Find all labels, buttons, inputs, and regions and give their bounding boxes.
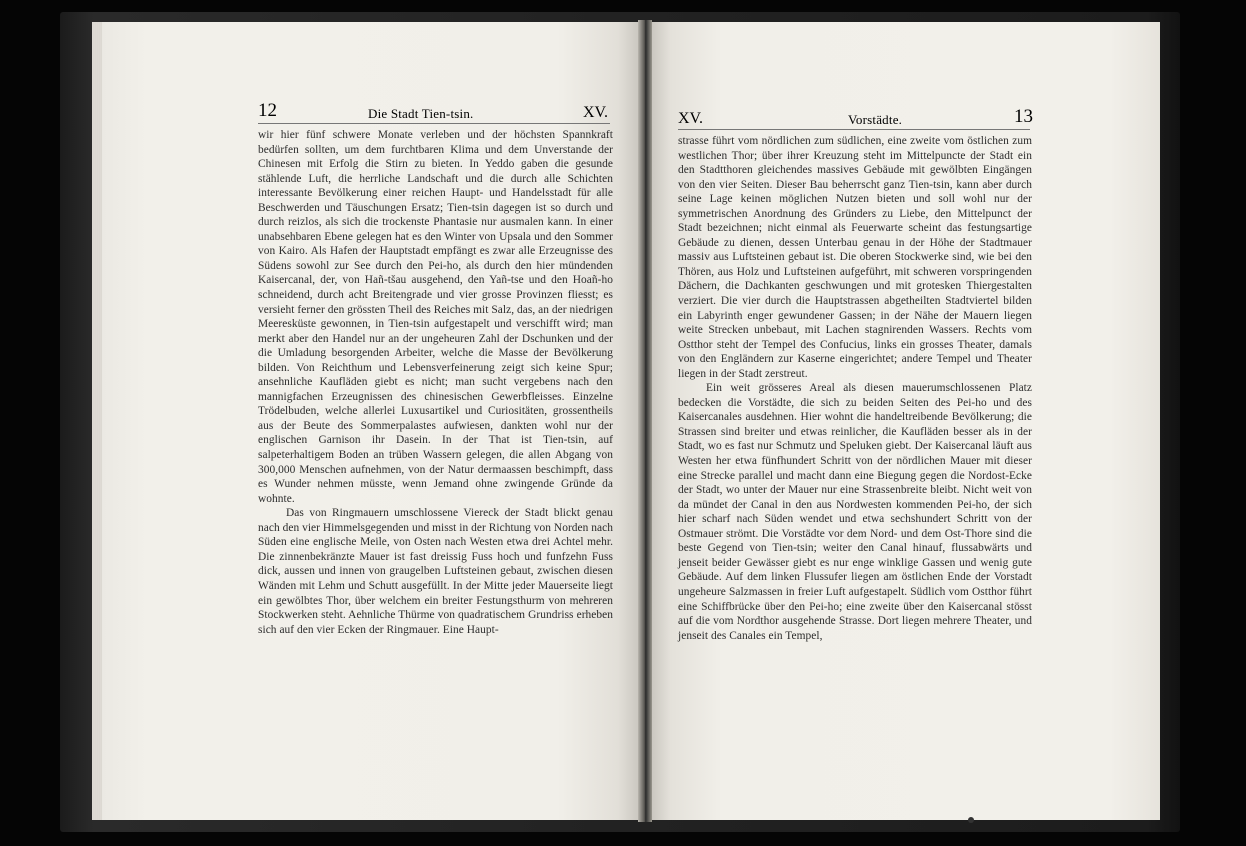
left-paragraph-2: Das von Ringmauern umschlossene Viereck der Stadt blickt genau nach den vier Himmelsgegenden und misst in der Richtung von Norden nach Süden eine englische Meile, von Osten nach Westen etwa drei Achtel mehr. Die zinnenbekränzte Mauer ist fast dreissig Fuss hoch und funfzehn Fuss dick, aussen und innen von graugelben Luftsteinen gebaut, zwischen diesen Wänden mit Lehm und Schutt ausgefüllt. In der Mitte jeder Mauerseite liegt ein gewölbtes Thor, über welchem ein breiter Festungsthurm von mehreren Stockwerken steht. Aehnliche Thürme von quadratischem Grundriss erheben sich auf den vier Ecken der Ringmauer. Eine Haupt- (258, 507, 613, 636)
right-chapter-numeral: XV. (678, 110, 704, 127)
left-page-body (258, 128, 613, 637)
left-paragraph-1: wir hier fünf schwere Monate verleben und der höchsten Spannkraft bedürfen sollten, um dem furchtbaren Klima und dem Unverstande der Chinesen mit Erfolg die Stirn zu bieten. In Yeddo gaben die gesunde stählende Luft, die herrliche Landschaft und die durch alle Schichten interessante Bevölkerung einer reichen Haupt- und Handelsstadt für alle Beschwerden und Täuschungen Ersatz; Tien-tsin dagegen ist so durch und durch reizlos, als sich die trockenste Phantasie nur ausmalen kann. In einer unabsehbaren Ebene gelegen hat es den Winter von Upsala und den Sommer von Kairo. Als Hafen der Hauptstadt empfängt es zwar alle Erzeugnisse des Südens sowohl zur See durch den Pei-ho, als durch den hier mündenden Kaisercanal, der, von Hañ-tšau ausgehend, den Yañ-tse und den Hoañ-ho schneidend, durch acht Breitengrade und vier grosse Provinzen fliesst; es versieht ferner den grössten Theil des Reiches mit Salz, das, an der niedrigen Meeresküste gewonnen, in Tien-tsin aufgestapelt und verschifft wird; man merkt aber den Handel nur an der ungeheuren Zahl der Dschunken und der die Umladung besorgenden Arbeiter, welche die Masse der Bevölkerung bilden. Von Reichthum und Lebensverfeinerung zeigt sich keine Spur; ansehnliche Kaufläden giebt es nicht; man sucht vergebens nach den mannigfachen Erzeugnissen des chinesischen Gewerbfleisses. Einzelne Trödelbuden, welche allerlei Luxusartikel und Curiositäten, grossentheils aus der Beute des Sommerpalastes aufwiesen, dankten wohl nur der englischen Garnison ihr Dasein. In der That ist Tien-tsin, auf salpeterhaltigem Boden an trüben Wassern gelegen, die allen Abgang von 300,000 Menschen aufnehmen, von der Natur dermaassen beschimpft, dass es Wunder nehmen müsste, wenn Jemand ohne zwingende Gründe da wohnte. (258, 129, 613, 505)
left-page-number: 12 (258, 100, 277, 121)
left-running-head: Die Stadt Tien-tsin. (368, 106, 474, 121)
right-header-rule (678, 129, 1030, 130)
right-running-head: Vorstädte. (848, 112, 903, 127)
right-page-body (678, 134, 1032, 643)
left-header-rule (258, 123, 610, 124)
right-paragraph-1: strasse führt vom nördlichen zum südlichen, eine zweite vom östlichen zum westlichen Thor; über ihrer Kreuzung steht im Mittelpuncte der Stadt ein den Stadtthoren gleichendes massives Gebäude mit gewölbten Eingängen von den vier Seiten. Dieser Bau beherrscht ganz Tien-tsin, kann aber durch seine Lage keinen möglichen Nutzen bieten und soll wohl nur der symmetrischen Anordnung des Gründers zu Liebe, den Mittelpunct der Stadt bezeichnen; nicht einmal als Feuerwarte scheint das festungsartige Gebäude zu dienen, dessen Unterbau genau in der Höhe der Stadtmauer massiv aus Luftsteinen gebaut ist. Die oberen Stockwerke sind, wie bei den Thören, aus Holz und Luftsteinen aufgeführt, mit schweren vorspringenden Dächern, die Dachkanten geschwungen und mit grotesken Thiergestalten verziert. Die vier durch die Hauptstrassen abgetheilten Stadtviertel bilden ein Labyrinth enger gewundener Gassen; in der Nähe der Mauern liegen weite Strecken unbebaut, mit Lachen stagnirenden Wassers. Rechts vom Ostthor steht der Tempel des Confucius, links ein grosses Theater, damals von den Engländern zur Kaserne eingerichtet; andere Tempel und Theater liegen in der Stadt zerstreut. (678, 135, 1032, 380)
right-page-number: 13 (1014, 106, 1033, 127)
book-gutter (638, 20, 652, 822)
ink-mark (968, 817, 974, 823)
page-fore-edge (92, 22, 102, 820)
left-chapter-numeral: XV. (583, 104, 609, 121)
right-paragraph-2: Ein weit grösseres Areal als diesen mauerumschlossenen Platz bedecken die Vorstädte, die sich zu beiden Seiten des Pei-ho und des Kaisercanales ausdehnen. Hier wohnt die handeltreibende Bevölkerung; die Strassen sind breiter und etwas reinlicher, die Kaufläden besser als in der Stadt, wo es fast nur Schmutz und Speluken giebt. Der Kaisercanal läuft aus Westen her etwa fünfhundert Schritt von der nördlichen Mauer mit dieser eine Strecke parallel und macht dann eine Biegung gegen die Nordost-Ecke der Stadt, wo unter der Mauer nur eine Strassenbreite bleibt. Nicht weit von da mündet der Canal in den aus Nordwesten kommenden Pei-ho, der sich hier scharf nach Süden wendet und etwa sechshundert Schritt von der Ostmauer strömt. Die Vorstädte vor dem Nord- und dem Ost-Thore sind die beste Gegend von Tien-tsin; weiter den Canal hinauf, flussabwärts und jenseit beider Gewässer giebt es nur enge winklige Gassen und wenig gute Gebäude. Auf dem linken Flussufer liegen am östlichen Ende der Vorstadt ungeheure Salzmassen in freier Luft aufgestapelt. Südlich vom Ostthor führt eine Schiffbrücke über den Pei-ho; eine zweite über den Kaisercanal stösst auf die vom Nordthor ausgehende Strasse. Dort liegen mehrere Theater, und jenseit des Canales ein Tempel, (678, 382, 1032, 642)
